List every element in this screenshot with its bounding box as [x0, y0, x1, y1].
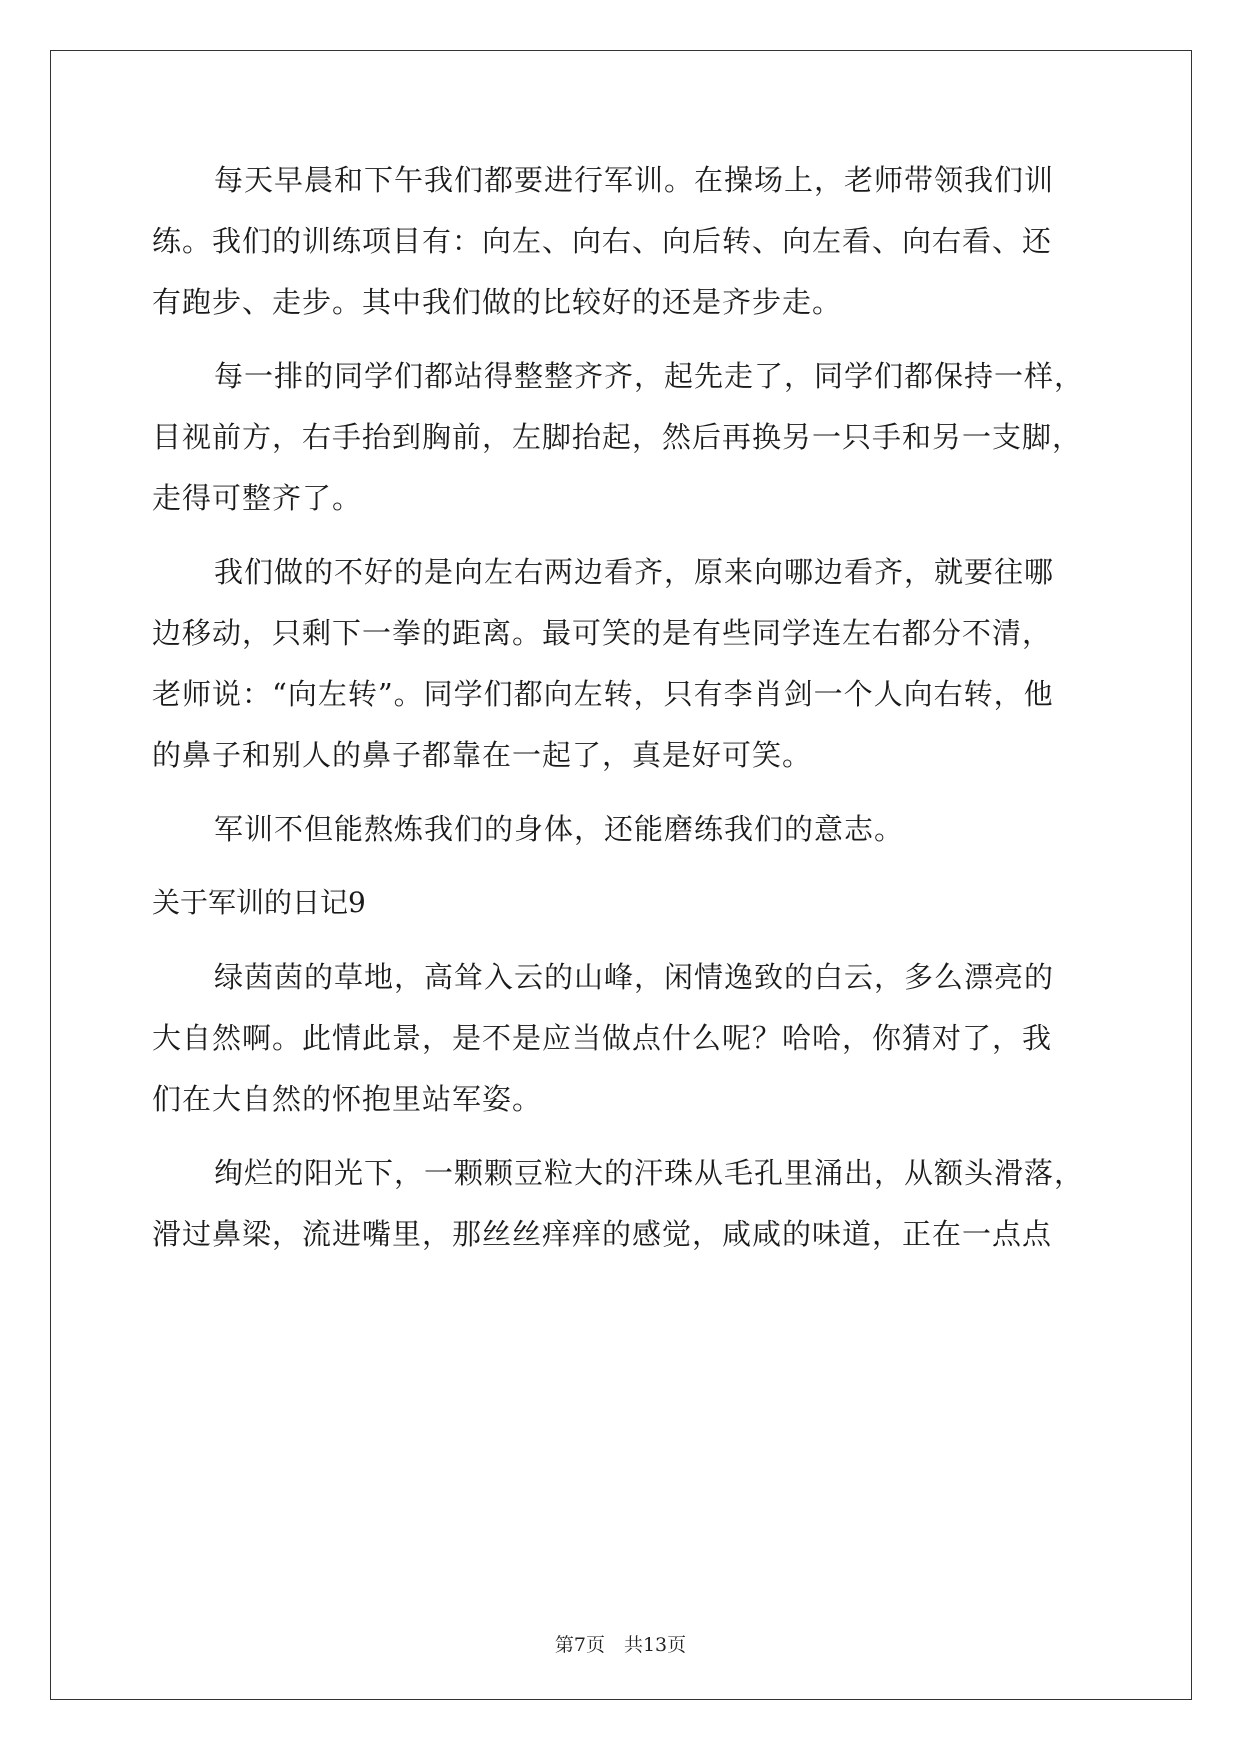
paragraph-2-line-2: 目视前方，右手抬到胸前，左脚抬起，然后再换另一只手和另一支脚，: [152, 420, 1083, 454]
paragraph-3-line-3: 老师说：“向左转”。同学们都向左转，只有李肖剑一个人向右转，他: [152, 677, 1054, 711]
paragraph-2-line-1: 每一排的同学们都站得整整齐齐，起先走了，同学们都保持一样，: [214, 359, 1085, 393]
section-heading: 关于军训的日记9: [152, 886, 366, 919]
paragraph-6-line-2: 滑过鼻梁，流进嘴里，那丝丝痒痒的感觉，咸咸的味道，正在一点点: [152, 1217, 1053, 1251]
paragraph-1-line-3: 有跑步、走步。其中我们做的比较好的还是齐步走。: [152, 285, 843, 319]
paragraph-1-line-2: 练。我们的训练项目有：向左、向右、向后转、向左看、向右看、还: [152, 224, 1053, 258]
paragraph-1-line-1: 每天早晨和下午我们都要进行军训。在操场上，老师带领我们训: [214, 163, 1055, 197]
paragraph-5-line-2: 大自然啊。此情此景，是不是应当做点什么呢？哈哈，你猜对了，我: [152, 1021, 1053, 1055]
page-number-footer: 第7页 共13页: [554, 1634, 687, 1656]
paragraph-6-line-1: 绚烂的阳光下，一颗颗豆粒大的汗珠从毛孔里涌出，从额头滑落，: [214, 1156, 1085, 1190]
paragraph-5-line-3: 们在大自然的怀抱里站军姿。: [152, 1082, 543, 1116]
paragraph-3-line-4: 的鼻子和别人的鼻子都靠在一起了，真是好可笑。: [152, 738, 813, 772]
paragraph-5-line-1: 绿茵茵的草地，高耸入云的山峰，闲情逸致的白云，多么漂亮的: [214, 960, 1055, 994]
paragraph-4-line-1: 军训不但能熬炼我们的身体，还能磨练我们的意志。: [214, 812, 905, 846]
paragraph-3-line-2: 边移动，只剩下一拳的距离。最可笑的是有些同学连左右都分不清，: [152, 616, 1053, 650]
paragraph-2-line-3: 走得可整齐了。: [152, 481, 363, 515]
paragraph-3-line-1: 我们做的不好的是向左右两边看齐，原来向哪边看齐，就要往哪: [214, 555, 1055, 589]
